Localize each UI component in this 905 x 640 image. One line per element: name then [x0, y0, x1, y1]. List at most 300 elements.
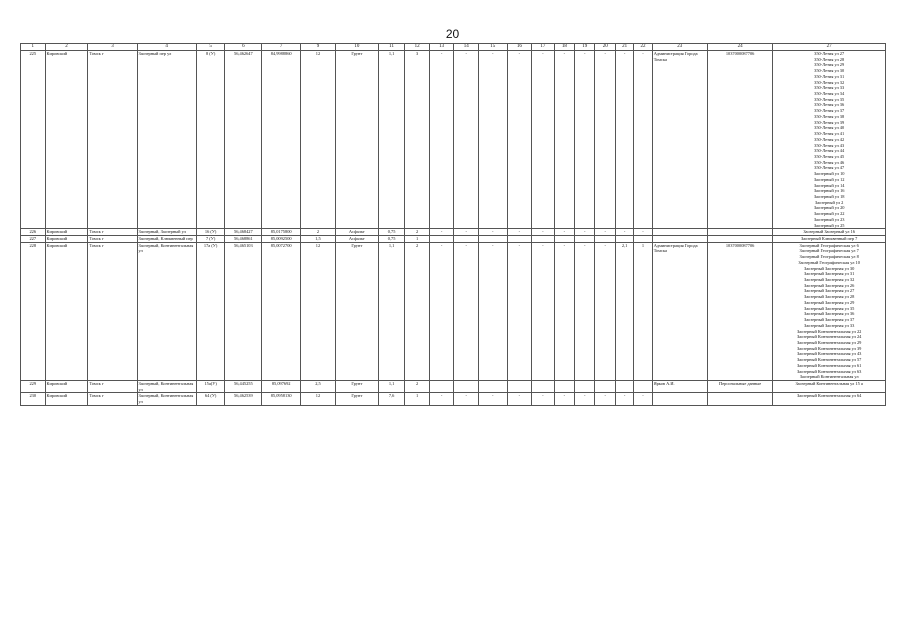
table-cell — [634, 380, 652, 392]
address-item: Заозерный Заозерная ул 32 — [804, 277, 855, 283]
table-cell — [45, 51, 88, 229]
address-item: Заозерный Заозерная ул 27 — [804, 288, 855, 294]
table-cell — [262, 393, 301, 405]
cell-value: 84,9988860 — [270, 51, 292, 56]
cell-value: - — [440, 51, 443, 56]
address-item: 350-Летия ул 36 — [814, 102, 845, 108]
table-cell — [88, 242, 137, 380]
table-cell — [554, 51, 574, 229]
table-cell — [652, 242, 707, 380]
cell-value: 56,465103 — [234, 242, 253, 248]
cell-value: 229 — [29, 380, 37, 386]
address-item: 350-Летия ул 34 — [814, 91, 845, 97]
table-cell — [196, 229, 225, 236]
table-cell — [88, 236, 137, 243]
table-cell — [21, 51, 46, 229]
table-cell — [335, 51, 378, 229]
address-item: Заозерный ул 22 — [813, 211, 845, 217]
table-cell — [595, 51, 615, 229]
table-cell — [45, 229, 88, 236]
table-cell — [507, 236, 532, 243]
table-cell — [45, 380, 88, 392]
cell-value: Томск г — [89, 242, 104, 248]
cell-value: 85,0072700 — [270, 242, 292, 248]
column-number-cell: 21 — [615, 44, 633, 51]
table-cell — [615, 229, 633, 236]
table-cell — [225, 242, 262, 380]
column-number-cell: 2 — [45, 44, 88, 51]
table-row — [21, 393, 886, 405]
table-cell — [335, 236, 378, 243]
table-cell — [454, 236, 479, 243]
address-item: Заозерный Географическая ул 6 — [799, 242, 859, 248]
address-item: Заозерный Континентальная ул 22 — [796, 328, 862, 334]
table-cell — [507, 242, 532, 380]
address-item: 350-Летия ул 31 — [814, 73, 845, 79]
cell-value: 7,6 — [388, 393, 395, 399]
column-number-cell: 10 — [335, 44, 378, 51]
column-number-cell: 17 — [532, 44, 554, 51]
table-cell — [88, 393, 137, 405]
table-cell — [225, 51, 262, 229]
table-cell — [478, 393, 507, 405]
table-cell — [21, 393, 46, 405]
address-item: 350-Летия ул 44 — [814, 148, 845, 154]
table-cell — [225, 380, 262, 392]
table-cell — [405, 236, 430, 243]
cell-value: 2 — [416, 242, 419, 248]
column-number-cell: 18 — [554, 44, 574, 51]
table-cell — [507, 229, 532, 236]
table-row — [21, 236, 886, 243]
address-item: Заозерный Заозерная ул 36 — [804, 311, 855, 317]
address-item: Заозерный Континентальная ул 29 — [796, 339, 862, 345]
table-cell — [45, 242, 88, 380]
table-cell — [454, 380, 479, 392]
cell-value: 228 — [29, 242, 37, 248]
table-cell — [88, 229, 137, 236]
table-cell — [88, 380, 137, 392]
cell-value: Заозерный, Континентальная ул — [138, 393, 194, 405]
table-cell — [634, 51, 652, 229]
table-cell — [301, 229, 336, 236]
address-item: Заозерный Континентальная ул 63 — [796, 368, 862, 374]
cell-value: 227 — [29, 236, 37, 241]
cell-value: Томск г — [89, 229, 104, 235]
cell-value: 85,0175800 — [270, 229, 292, 235]
table-cell — [262, 51, 301, 229]
address-item: Заозерный Заозерная ул 33 — [804, 322, 855, 328]
table-cell — [21, 236, 46, 243]
table-cell — [707, 242, 772, 380]
cell-value: 7 (У) — [205, 236, 216, 241]
table-cell — [507, 380, 532, 392]
column-number-cell: 6 — [225, 44, 262, 51]
table-cell — [634, 229, 652, 236]
cell-value: - — [518, 393, 521, 399]
cell-value: - — [492, 229, 494, 235]
cell-value: Заозерный, Клюквенный пер — [138, 236, 193, 241]
cell-value: Персональные данные — [719, 380, 762, 386]
address-item: 350-Летия ул 45 — [814, 153, 845, 159]
cell-value: 17а (У) — [203, 242, 218, 248]
cell-value: 56,468427 — [234, 229, 253, 235]
address-item: 350-Летия ул 35 — [814, 96, 845, 102]
cell-value: - — [518, 51, 521, 56]
table-cell — [335, 242, 378, 380]
cell-value: - — [584, 242, 586, 248]
address-item: Заозерный ул 16 — [813, 188, 845, 194]
cell-value: Заозерный, Континентальная ул — [138, 380, 194, 392]
column-number-cell: 4 — [137, 44, 196, 51]
table-cell — [575, 229, 595, 236]
cell-value: Кировский — [46, 51, 68, 56]
address-item: Заозерный ул 2 — [814, 199, 844, 205]
address-item: Заозерный ул 25 — [813, 222, 845, 228]
cell-value: 0,75 — [387, 236, 396, 241]
cell-value: Томск г — [89, 380, 104, 386]
cell-value: 12 — [315, 393, 321, 399]
table-cell — [532, 242, 554, 380]
table-cell — [478, 380, 507, 392]
table-cell — [532, 380, 554, 392]
cell-value: Заозерный пер ул — [138, 51, 172, 56]
table-cell — [532, 393, 554, 405]
cell-value: - — [542, 242, 544, 248]
column-number-cell: 23 — [652, 44, 707, 51]
cell-value: 2,1 — [621, 242, 628, 248]
cell-value: - — [440, 242, 443, 248]
table-cell — [196, 236, 225, 243]
table-cell — [429, 51, 454, 229]
cell-value: 56,468861 — [234, 236, 253, 241]
cell-value: - — [465, 229, 467, 235]
table-cell — [652, 393, 707, 405]
address-item: Заозерный Континентальная ул 43 — [796, 351, 862, 357]
cell-value: Кировский — [46, 380, 68, 386]
table-cell — [335, 229, 378, 236]
table-cell — [262, 236, 301, 243]
page-number: 20 — [445, 27, 460, 41]
column-number-cell: 3 — [88, 44, 137, 51]
table-cell — [615, 242, 633, 380]
table-cell — [773, 380, 886, 392]
address-list — [774, 243, 884, 380]
column-number-cell: 7 — [262, 44, 301, 51]
column-number-cell: 14 — [454, 44, 479, 51]
cell-value: Кировский — [46, 393, 68, 399]
table-cell — [554, 380, 574, 392]
cell-value: 1037000087706 — [725, 51, 755, 56]
table-cell — [429, 242, 454, 380]
table-cell — [21, 380, 46, 392]
address-item: Заозерный Заозерная ул 37 — [804, 317, 855, 323]
cell-value: 12 — [315, 242, 321, 248]
table-cell — [335, 393, 378, 405]
cell-value: - — [465, 242, 467, 248]
table-cell — [634, 236, 652, 243]
cell-value: 1037000087706 — [725, 242, 755, 248]
cell-value: Грунт — [351, 393, 363, 399]
cell-value: - — [584, 393, 586, 399]
cell-value: - — [518, 242, 521, 248]
cell-value: - — [604, 242, 606, 248]
table-cell — [575, 242, 595, 380]
cell-value: 56,445255 — [234, 380, 253, 386]
table-cell — [429, 380, 454, 392]
address-item: Заозерный Континентальная ул — [799, 374, 859, 380]
table-cell — [554, 242, 574, 380]
address-item: 350-Летия ул 41 — [814, 131, 845, 137]
table-cell — [196, 393, 225, 405]
table-cell — [137, 229, 196, 236]
table-cell — [137, 380, 196, 392]
table-cell — [378, 380, 405, 392]
address-list — [774, 236, 884, 242]
cell-value: Грунт — [351, 242, 363, 248]
cell-value: 3 — [416, 51, 419, 56]
table-cell — [575, 236, 595, 243]
table-cell — [262, 380, 301, 392]
table-cell — [454, 51, 479, 229]
cell-value: - — [642, 229, 644, 235]
table-row — [21, 229, 886, 236]
address-list — [774, 51, 884, 228]
address-item: 350-Летия ул 27 — [814, 51, 845, 56]
cell-value: Кировский — [46, 229, 68, 235]
cell-value: - — [584, 51, 586, 56]
table-cell — [554, 236, 574, 243]
table-cell — [405, 51, 430, 229]
table-cell — [225, 393, 262, 405]
cell-value: Асфальт — [348, 229, 365, 235]
column-number-cell: 1 — [21, 44, 46, 51]
table-cell — [707, 380, 772, 392]
cell-value: 2 — [416, 229, 419, 235]
cell-value: 1,1 — [388, 51, 395, 56]
cell-value: 0,75 — [387, 229, 396, 235]
address-item: 350-Летия ул 47 — [814, 165, 845, 171]
address-item: Заозерный Географическая ул 7 — [799, 248, 859, 254]
address-item: 350-Летия ул 46 — [814, 159, 845, 165]
table-cell — [532, 236, 554, 243]
column-number-cell: 11 — [378, 44, 405, 51]
cell-value: 85,0092500 — [270, 236, 292, 241]
table-cell — [773, 242, 886, 380]
column-number-cell: 9 — [301, 44, 336, 51]
table-cell — [454, 229, 479, 236]
cell-value: 12 — [315, 51, 321, 56]
table-cell — [301, 236, 336, 243]
cell-value: - — [563, 393, 566, 399]
table-cell — [196, 51, 225, 229]
table-cell — [405, 242, 430, 380]
cell-value: 1 — [416, 393, 419, 399]
cell-value: 1,1 — [388, 380, 395, 386]
table-cell — [21, 229, 46, 236]
registry-table — [20, 43, 886, 406]
cell-value: Грунт — [351, 51, 363, 56]
cell-value: - — [542, 393, 544, 399]
address-item: Заозерный Заозерная ул 26 — [804, 282, 855, 288]
address-item: Заозерный ул 20 — [813, 205, 845, 211]
cell-value: - — [604, 51, 606, 56]
cell-value: Томск г — [89, 393, 104, 399]
cell-value: Кировский — [46, 236, 68, 241]
table-cell — [478, 229, 507, 236]
table-cell — [429, 236, 454, 243]
address-item: 350-Летия ул 28 — [814, 56, 845, 62]
table-cell — [634, 242, 652, 380]
address-item: 350-Летия ул 39 — [814, 119, 845, 125]
table-cell — [652, 51, 707, 229]
cell-value: - — [623, 229, 626, 235]
cell-value: - — [492, 242, 494, 248]
table-cell — [773, 393, 886, 405]
table-cell — [595, 236, 615, 243]
cell-value: Томск г — [89, 236, 104, 241]
table-cell — [454, 242, 479, 380]
address-item: Заозерный Заозерный ул 16 — [803, 229, 855, 235]
address-item: Заозерный Заозерная ул 30 — [804, 265, 855, 271]
cell-value: - — [518, 229, 521, 235]
address-item: 350-Летия ул 40 — [814, 125, 845, 131]
cell-value: - — [563, 229, 566, 235]
address-item: Заозерный ул 10 — [813, 171, 845, 177]
table-cell — [707, 393, 772, 405]
table-cell — [378, 236, 405, 243]
table-cell — [225, 236, 262, 243]
cell-value: 56,462647 — [234, 51, 253, 56]
address-item: 350-Летия ул 32 — [814, 79, 845, 85]
table-cell — [429, 229, 454, 236]
cell-value: - — [492, 51, 494, 56]
address-item: Заозерный Географическая ул 10 — [798, 259, 860, 265]
column-number-cell: 5 — [196, 44, 225, 51]
cell-value: - — [563, 242, 566, 248]
table-cell — [45, 236, 88, 243]
table-cell — [595, 229, 615, 236]
cell-value: Асфальт — [348, 236, 365, 241]
column-number-row — [21, 44, 886, 51]
table-cell — [378, 51, 405, 229]
address-item: Заозерный Клюквенный пер 7 — [800, 236, 858, 241]
table-cell — [301, 51, 336, 229]
table-cell — [429, 393, 454, 405]
table-cell — [615, 51, 633, 229]
cell-value: 2,5 — [315, 380, 321, 386]
cell-value: - — [604, 393, 606, 399]
address-item: Заозерный ул 14 — [813, 182, 845, 188]
address-item: Заозерный Заозерная ул 29 — [804, 299, 855, 305]
table-cell — [137, 236, 196, 243]
table-cell — [196, 242, 225, 380]
table-cell — [405, 229, 430, 236]
cell-value: 230 — [29, 393, 37, 399]
cell-value: 1 — [416, 236, 419, 241]
table-cell — [137, 242, 196, 380]
address-item: Заозерный Континентальная ул 61 — [796, 362, 862, 368]
address-item: Заозерный ул 18 — [813, 193, 845, 199]
table-cell — [575, 51, 595, 229]
table-cell — [615, 380, 633, 392]
table-cell — [301, 242, 336, 380]
address-item: Заозерный Заозерная ул 28 — [804, 294, 855, 300]
address-item: Заозерный Континентальная ул 24 — [796, 334, 862, 340]
table-cell — [335, 380, 378, 392]
table-cell — [301, 380, 336, 392]
address-item: 350-Летия ул 37 — [814, 108, 845, 114]
table-cell — [652, 380, 707, 392]
table-cell — [45, 393, 88, 405]
column-number-cell: 24 — [707, 44, 772, 51]
cell-value: Заозерный, Континентальная ул — [138, 242, 194, 254]
table-cell — [137, 393, 196, 405]
address-list — [774, 229, 884, 235]
column-number-cell: 20 — [595, 44, 615, 51]
table-row — [21, 51, 886, 229]
address-item: 350-Летия ул 30 — [814, 68, 845, 74]
cell-value: - — [542, 229, 544, 235]
cell-value: - — [584, 229, 586, 235]
table-cell — [707, 229, 772, 236]
cell-value: Ярков А.И. — [653, 380, 675, 386]
table-cell — [378, 229, 405, 236]
cell-value: - — [440, 229, 443, 235]
cell-value: Администрация Города Томска — [653, 51, 698, 62]
table-cell — [301, 393, 336, 405]
table-cell — [575, 393, 595, 405]
table-cell — [454, 393, 479, 405]
cell-value: 1,5 — [315, 236, 321, 241]
address-item: 350-Летия ул 38 — [814, 113, 845, 119]
address-item: 350-Летия ул 29 — [814, 62, 845, 68]
cell-value: - — [465, 51, 467, 56]
table-cell — [773, 236, 886, 243]
cell-value: - — [563, 51, 566, 56]
column-number-cell: 15 — [478, 44, 507, 51]
cell-value: 225 — [29, 51, 37, 56]
address-item: 350-Летия ул 33 — [814, 85, 845, 91]
cell-value: 2 — [316, 229, 320, 235]
table-cell — [88, 51, 137, 229]
cell-value: 2 — [416, 380, 419, 386]
cell-value: Заозерный, Заозерный ул — [138, 229, 186, 235]
cell-value: Кировский — [46, 242, 68, 248]
table-cell — [595, 242, 615, 380]
address-item: Заозерный Географическая ул 8 — [799, 254, 859, 260]
cell-value: - — [642, 393, 644, 399]
table-cell — [707, 51, 772, 229]
table-cell — [554, 229, 574, 236]
cell-value: - — [623, 51, 626, 56]
address-item: 350-Летия ул 42 — [814, 136, 845, 142]
table-row — [21, 380, 886, 392]
address-item: Заозерный ул 12 — [813, 176, 845, 182]
table-cell — [615, 236, 633, 243]
address-list — [774, 393, 884, 399]
address-item: Заозерный ул 23 — [813, 216, 845, 222]
table-cell — [378, 393, 405, 405]
cell-value: 15а(У) — [204, 380, 217, 386]
cell-value: 1 — [641, 242, 645, 248]
table-cell — [507, 51, 532, 229]
column-number-cell: 13 — [429, 44, 454, 51]
address-item: Заозерный Континентальная ул 57 — [796, 357, 862, 363]
table-cell — [773, 229, 886, 236]
table-cell — [225, 229, 262, 236]
table-cell — [532, 229, 554, 236]
